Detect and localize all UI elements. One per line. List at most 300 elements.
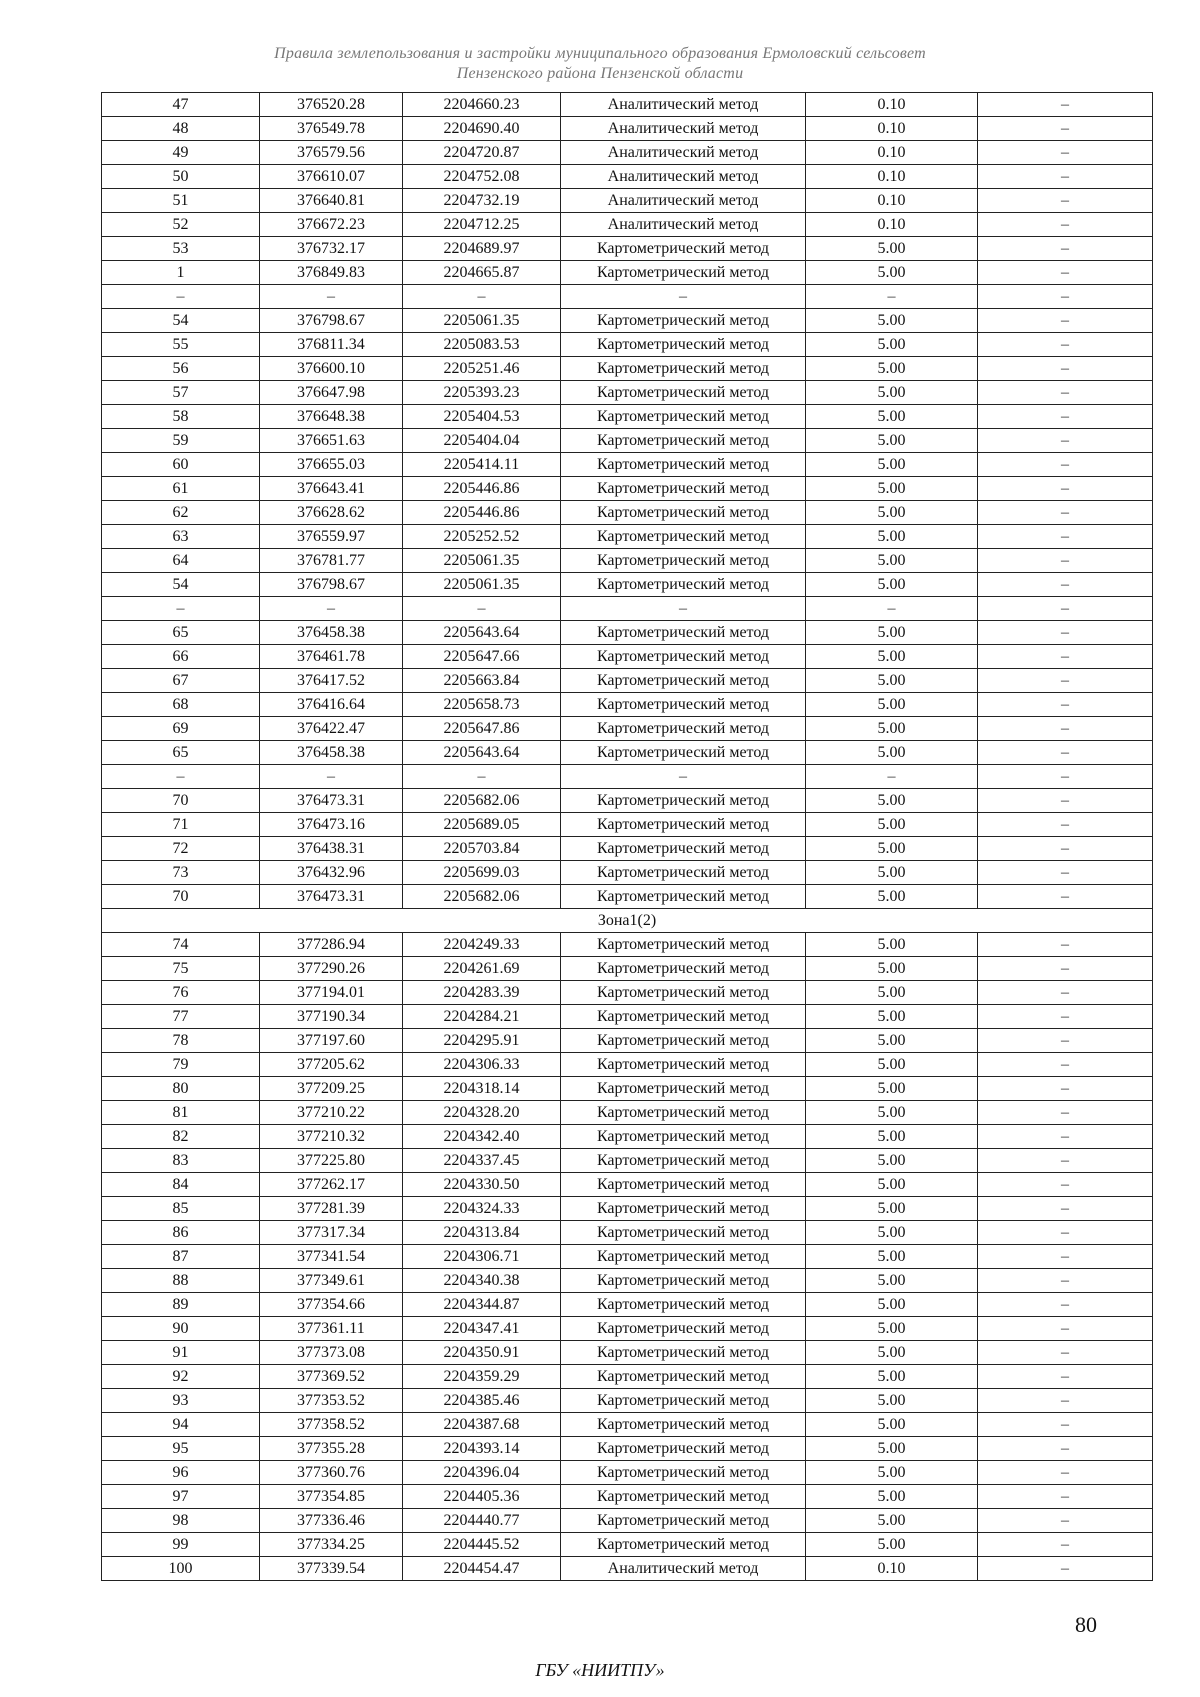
table-row — [102, 597, 1153, 621]
y-coordinate-cell: 2204405.36 — [403, 1485, 561, 1509]
point-number-cell: 1 — [102, 261, 260, 285]
note-cell: – — [978, 717, 1153, 741]
note-cell: – — [978, 1509, 1153, 1533]
method-cell: Аналитический метод — [561, 189, 806, 213]
point-number-cell: 81 — [102, 1101, 260, 1125]
table-row — [102, 1221, 1153, 1245]
point-number-cell: 58 — [102, 405, 260, 429]
y-coordinate-cell: 2204454.47 — [403, 1557, 561, 1581]
table-row — [102, 741, 1153, 765]
table-row — [102, 645, 1153, 669]
x-coordinate-cell: 376643.41 — [260, 477, 403, 501]
y-coordinate-cell: 2205658.73 — [403, 693, 561, 717]
point-number-cell: 70 — [102, 885, 260, 909]
x-coordinate-cell: 376473.16 — [260, 813, 403, 837]
y-coordinate-cell: 2204328.20 — [403, 1101, 561, 1125]
note-cell: – — [978, 237, 1153, 261]
point-number-cell: 47 — [102, 93, 260, 117]
accuracy-cell: 5.00 — [806, 1437, 978, 1461]
y-coordinate-cell: 2205703.84 — [403, 837, 561, 861]
y-coordinate-cell: 2204689.97 — [403, 237, 561, 261]
point-number-cell: 83 — [102, 1149, 260, 1173]
accuracy-cell: 5.00 — [806, 1029, 978, 1053]
method-cell: Картометрический метод — [561, 837, 806, 861]
x-coordinate-cell: 376422.47 — [260, 717, 403, 741]
accuracy-cell: 5.00 — [806, 381, 978, 405]
point-number-cell: 67 — [102, 669, 260, 693]
point-number-cell: 70 — [102, 789, 260, 813]
note-cell: – — [978, 549, 1153, 573]
x-coordinate-cell: 376473.31 — [260, 885, 403, 909]
x-coordinate-cell: 376732.17 — [260, 237, 403, 261]
method-cell: Картометрический метод — [561, 957, 806, 981]
note-cell: – — [978, 429, 1153, 453]
table-row — [102, 885, 1153, 909]
point-number-cell: 89 — [102, 1293, 260, 1317]
note-cell: – — [978, 189, 1153, 213]
zone-header-row — [102, 909, 1153, 933]
method-cell: Картометрический метод — [561, 669, 806, 693]
accuracy-cell: 5.00 — [806, 237, 978, 261]
x-coordinate-cell: 377336.46 — [260, 1509, 403, 1533]
note-cell: – — [978, 861, 1153, 885]
x-coordinate-cell: 377361.11 — [260, 1317, 403, 1341]
accuracy-cell: 5.00 — [806, 1341, 978, 1365]
table-row — [102, 1317, 1153, 1341]
method-cell: Картометрический метод — [561, 1389, 806, 1413]
method-cell: Картометрический метод — [561, 1269, 806, 1293]
table-row — [102, 1149, 1153, 1173]
method-cell: Картометрический метод — [561, 1197, 806, 1221]
x-coordinate-cell: 377369.52 — [260, 1365, 403, 1389]
note-cell: – — [978, 885, 1153, 909]
y-coordinate-cell: 2204385.46 — [403, 1389, 561, 1413]
table-row — [102, 501, 1153, 525]
note-cell: – — [978, 333, 1153, 357]
point-number-cell: 49 — [102, 141, 260, 165]
method-cell: Картометрический метод — [561, 1365, 806, 1389]
method-cell: Картометрический метод — [561, 789, 806, 813]
y-coordinate-cell: 2204340.38 — [403, 1269, 561, 1293]
point-number-cell: 92 — [102, 1365, 260, 1389]
table-row — [102, 357, 1153, 381]
x-coordinate-cell: 376647.98 — [260, 381, 403, 405]
y-coordinate-cell: 2204393.14 — [403, 1437, 561, 1461]
point-number-cell: 74 — [102, 933, 260, 957]
accuracy-cell: 5.00 — [806, 885, 978, 909]
method-cell: Аналитический метод — [561, 213, 806, 237]
method-cell: Картометрический метод — [561, 1221, 806, 1245]
table-row — [102, 1437, 1153, 1461]
accuracy-cell: – — [806, 597, 978, 621]
accuracy-cell: 5.00 — [806, 1245, 978, 1269]
point-number-cell: 86 — [102, 1221, 260, 1245]
method-cell: Картометрический метод — [561, 1437, 806, 1461]
accuracy-cell: 5.00 — [806, 693, 978, 717]
note-cell: – — [978, 525, 1153, 549]
method-cell: – — [561, 597, 806, 621]
y-coordinate-cell: 2204440.77 — [403, 1509, 561, 1533]
y-coordinate-cell: 2204720.87 — [403, 141, 561, 165]
method-cell: Картометрический метод — [561, 453, 806, 477]
table-row — [102, 861, 1153, 885]
accuracy-cell: 5.00 — [806, 957, 978, 981]
note-cell: – — [978, 117, 1153, 141]
x-coordinate-cell: 377225.80 — [260, 1149, 403, 1173]
note-cell: – — [978, 837, 1153, 861]
method-cell: Картометрический метод — [561, 813, 806, 837]
point-number-cell: 59 — [102, 429, 260, 453]
note-cell: – — [978, 477, 1153, 501]
x-coordinate-cell: 376559.97 — [260, 525, 403, 549]
note-cell: – — [978, 1173, 1153, 1197]
note-cell: – — [978, 933, 1153, 957]
note-cell: – — [978, 357, 1153, 381]
y-coordinate-cell: 2205699.03 — [403, 861, 561, 885]
point-number-cell: 71 — [102, 813, 260, 837]
point-number-cell: 54 — [102, 309, 260, 333]
point-number-cell: 93 — [102, 1389, 260, 1413]
accuracy-cell: 0.10 — [806, 141, 978, 165]
table-row — [102, 237, 1153, 261]
y-coordinate-cell: 2204359.29 — [403, 1365, 561, 1389]
method-cell: Аналитический метод — [561, 93, 806, 117]
accuracy-cell: 0.10 — [806, 117, 978, 141]
y-coordinate-cell: 2205251.46 — [403, 357, 561, 381]
method-cell: Аналитический метод — [561, 141, 806, 165]
point-number-cell: 50 — [102, 165, 260, 189]
y-coordinate-cell: 2204306.71 — [403, 1245, 561, 1269]
x-coordinate-cell: 376438.31 — [260, 837, 403, 861]
y-coordinate-cell: 2205647.66 — [403, 645, 561, 669]
point-number-cell: 60 — [102, 453, 260, 477]
table-row — [102, 285, 1153, 309]
zone-label: Зона1(2) — [102, 909, 1153, 933]
accuracy-cell: 5.00 — [806, 621, 978, 645]
method-cell: Картометрический метод — [561, 1485, 806, 1509]
table-row — [102, 693, 1153, 717]
x-coordinate-cell: 377349.61 — [260, 1269, 403, 1293]
table-row — [102, 621, 1153, 645]
accuracy-cell: 5.00 — [806, 1077, 978, 1101]
accuracy-cell: 0.10 — [806, 213, 978, 237]
accuracy-cell: 5.00 — [806, 789, 978, 813]
x-coordinate-cell: 376628.62 — [260, 501, 403, 525]
method-cell: Картометрический метод — [561, 501, 806, 525]
method-cell: Картометрический метод — [561, 1101, 806, 1125]
note-cell: – — [978, 1317, 1153, 1341]
note-cell: – — [978, 1005, 1153, 1029]
note-cell: – — [978, 1245, 1153, 1269]
table-row — [102, 1293, 1153, 1317]
x-coordinate-cell: 377286.94 — [260, 933, 403, 957]
accuracy-cell: 5.00 — [806, 1221, 978, 1245]
point-number-cell: 54 — [102, 573, 260, 597]
y-coordinate-cell: 2204249.33 — [403, 933, 561, 957]
note-cell: – — [978, 453, 1153, 477]
table-row — [102, 573, 1153, 597]
note-cell: – — [978, 405, 1153, 429]
note-cell: – — [978, 1365, 1153, 1389]
accuracy-cell: 5.00 — [806, 1413, 978, 1437]
x-coordinate-cell: 377353.52 — [260, 1389, 403, 1413]
accuracy-cell: 5.00 — [806, 357, 978, 381]
method-cell: Картометрический метод — [561, 357, 806, 381]
y-coordinate-cell: 2205682.06 — [403, 885, 561, 909]
y-coordinate-cell: 2205393.23 — [403, 381, 561, 405]
point-number-cell: 100 — [102, 1557, 260, 1581]
note-cell: – — [978, 93, 1153, 117]
y-coordinate-cell: 2204732.19 — [403, 189, 561, 213]
note-cell: – — [978, 1341, 1153, 1365]
accuracy-cell: 5.00 — [806, 405, 978, 429]
table-row — [102, 1461, 1153, 1485]
method-cell: Картометрический метод — [561, 1077, 806, 1101]
table-row — [102, 765, 1153, 789]
accuracy-cell: 5.00 — [806, 1173, 978, 1197]
table-row — [102, 261, 1153, 285]
method-cell: Аналитический метод — [561, 165, 806, 189]
y-coordinate-cell: 2205643.64 — [403, 621, 561, 645]
method-cell: Картометрический метод — [561, 405, 806, 429]
page-footer: ГБУ «НИИТПУ» — [535, 1660, 665, 1680]
table-row — [102, 1413, 1153, 1437]
table-row — [102, 1029, 1153, 1053]
accuracy-cell: 5.00 — [806, 813, 978, 837]
x-coordinate-cell: 377360.76 — [260, 1461, 403, 1485]
note-cell: – — [978, 1389, 1153, 1413]
point-number-cell: 72 — [102, 837, 260, 861]
accuracy-cell: 5.00 — [806, 525, 978, 549]
x-coordinate-cell: 377339.54 — [260, 1557, 403, 1581]
accuracy-cell: 5.00 — [806, 1485, 978, 1509]
y-coordinate-cell: 2204342.40 — [403, 1125, 561, 1149]
point-number-cell: 90 — [102, 1317, 260, 1341]
point-number-cell: 80 — [102, 1077, 260, 1101]
method-cell: Картометрический метод — [561, 1461, 806, 1485]
point-number-cell: 88 — [102, 1269, 260, 1293]
y-coordinate-cell: 2204445.52 — [403, 1533, 561, 1557]
point-number-cell: 98 — [102, 1509, 260, 1533]
accuracy-cell: – — [806, 285, 978, 309]
x-coordinate-cell: 377354.66 — [260, 1293, 403, 1317]
table-row — [102, 381, 1153, 405]
x-coordinate-cell: 377358.52 — [260, 1413, 403, 1437]
point-number-cell: 51 — [102, 189, 260, 213]
x-coordinate-cell: 376549.78 — [260, 117, 403, 141]
method-cell: Картометрический метод — [561, 1005, 806, 1029]
table-row — [102, 1509, 1153, 1533]
table-row — [102, 405, 1153, 429]
accuracy-cell: 5.00 — [806, 1197, 978, 1221]
table-row — [102, 1341, 1153, 1365]
accuracy-cell: 5.00 — [806, 837, 978, 861]
note-cell: – — [978, 813, 1153, 837]
method-cell: – — [561, 765, 806, 789]
accuracy-cell: 5.00 — [806, 453, 978, 477]
x-coordinate-cell: 377190.34 — [260, 1005, 403, 1029]
point-number-cell: 68 — [102, 693, 260, 717]
note-cell: – — [978, 765, 1153, 789]
accuracy-cell: 5.00 — [806, 1293, 978, 1317]
accuracy-cell: 0.10 — [806, 189, 978, 213]
y-coordinate-cell: 2205061.35 — [403, 309, 561, 333]
point-number-cell: 97 — [102, 1485, 260, 1509]
point-number-cell: 76 — [102, 981, 260, 1005]
accuracy-cell: 5.00 — [806, 861, 978, 885]
accuracy-cell: 5.00 — [806, 1269, 978, 1293]
x-coordinate-cell: 376640.81 — [260, 189, 403, 213]
accuracy-cell: 5.00 — [806, 981, 978, 1005]
table-row — [102, 1389, 1153, 1413]
y-coordinate-cell: 2204313.84 — [403, 1221, 561, 1245]
point-number-cell: 94 — [102, 1413, 260, 1437]
point-number-cell: 79 — [102, 1053, 260, 1077]
table-row — [102, 1557, 1153, 1581]
note-cell: – — [978, 741, 1153, 765]
table-row — [102, 549, 1153, 573]
x-coordinate-cell: 376811.34 — [260, 333, 403, 357]
table-row — [102, 1485, 1153, 1509]
x-coordinate-cell: 376655.03 — [260, 453, 403, 477]
y-coordinate-cell: 2204387.68 — [403, 1413, 561, 1437]
coordinates-table-body — [102, 93, 1153, 1581]
accuracy-cell: 5.00 — [806, 1005, 978, 1029]
note-cell: – — [978, 981, 1153, 1005]
note-cell: – — [978, 1461, 1153, 1485]
note-cell: – — [978, 285, 1153, 309]
point-number-cell: 87 — [102, 1245, 260, 1269]
x-coordinate-cell: 377209.25 — [260, 1077, 403, 1101]
note-cell: – — [978, 141, 1153, 165]
note-cell: – — [978, 1029, 1153, 1053]
method-cell: Картометрический метод — [561, 237, 806, 261]
table-row — [102, 813, 1153, 837]
accuracy-cell: 5.00 — [806, 549, 978, 573]
method-cell: Картометрический метод — [561, 1533, 806, 1557]
table-row — [102, 525, 1153, 549]
x-coordinate-cell: 376432.96 — [260, 861, 403, 885]
y-coordinate-cell: 2204752.08 — [403, 165, 561, 189]
y-coordinate-cell: 2204337.45 — [403, 1149, 561, 1173]
note-cell: – — [978, 957, 1153, 981]
note-cell: – — [978, 1125, 1153, 1149]
y-coordinate-cell: 2204324.33 — [403, 1197, 561, 1221]
method-cell: Картометрический метод — [561, 549, 806, 573]
x-coordinate-cell: 376417.52 — [260, 669, 403, 693]
y-coordinate-cell: 2204350.91 — [403, 1341, 561, 1365]
point-number-cell: 57 — [102, 381, 260, 405]
table-row — [102, 981, 1153, 1005]
accuracy-cell: 5.00 — [806, 1365, 978, 1389]
method-cell: Картометрический метод — [561, 1413, 806, 1437]
accuracy-cell: 5.00 — [806, 1149, 978, 1173]
x-coordinate-cell: 377334.25 — [260, 1533, 403, 1557]
table-row — [102, 1197, 1153, 1221]
method-cell: Картометрический метод — [561, 1293, 806, 1317]
method-cell: Картометрический метод — [561, 1173, 806, 1197]
y-coordinate-cell: 2204660.23 — [403, 93, 561, 117]
accuracy-cell: 0.10 — [806, 1557, 978, 1581]
y-coordinate-cell: 2204344.87 — [403, 1293, 561, 1317]
note-cell: – — [978, 1485, 1153, 1509]
x-coordinate-cell: 376849.83 — [260, 261, 403, 285]
method-cell: Картометрический метод — [561, 309, 806, 333]
y-coordinate-cell: – — [403, 597, 561, 621]
method-cell: Картометрический метод — [561, 621, 806, 645]
method-cell: Картометрический метод — [561, 933, 806, 957]
y-coordinate-cell: 2204690.40 — [403, 117, 561, 141]
note-cell: – — [978, 1269, 1153, 1293]
table-row — [102, 189, 1153, 213]
note-cell: – — [978, 1293, 1153, 1317]
table-row — [102, 117, 1153, 141]
y-coordinate-cell: 2205643.64 — [403, 741, 561, 765]
x-coordinate-cell: 376461.78 — [260, 645, 403, 669]
method-cell: Картометрический метод — [561, 1509, 806, 1533]
table-row — [102, 1245, 1153, 1269]
method-cell: Картометрический метод — [561, 1245, 806, 1269]
accuracy-cell: 5.00 — [806, 501, 978, 525]
accuracy-cell: 5.00 — [806, 573, 978, 597]
accuracy-cell: 5.00 — [806, 717, 978, 741]
method-cell: Картометрический метод — [561, 261, 806, 285]
y-coordinate-cell: 2205061.35 — [403, 549, 561, 573]
x-coordinate-cell: 377197.60 — [260, 1029, 403, 1053]
point-number-cell: 61 — [102, 477, 260, 501]
note-cell: – — [978, 1077, 1153, 1101]
accuracy-cell: 5.00 — [806, 741, 978, 765]
y-coordinate-cell: 2204261.69 — [403, 957, 561, 981]
point-number-cell: 95 — [102, 1437, 260, 1461]
method-cell: Картометрический метод — [561, 741, 806, 765]
note-cell: – — [978, 693, 1153, 717]
y-coordinate-cell: 2205252.52 — [403, 525, 561, 549]
note-cell: – — [978, 645, 1153, 669]
point-number-cell: 52 — [102, 213, 260, 237]
accuracy-cell: 0.10 — [806, 165, 978, 189]
table-row — [102, 1173, 1153, 1197]
note-cell: – — [978, 621, 1153, 645]
note-cell: – — [978, 597, 1153, 621]
y-coordinate-cell: 2205404.04 — [403, 429, 561, 453]
point-number-cell: 64 — [102, 549, 260, 573]
method-cell: Картометрический метод — [561, 885, 806, 909]
y-coordinate-cell: 2204347.41 — [403, 1317, 561, 1341]
y-coordinate-cell: 2204295.91 — [403, 1029, 561, 1053]
table-row — [102, 1365, 1153, 1389]
x-coordinate-cell: 376473.31 — [260, 789, 403, 813]
point-number-cell: – — [102, 765, 260, 789]
y-coordinate-cell: 2204318.14 — [403, 1077, 561, 1101]
y-coordinate-cell: 2204284.21 — [403, 1005, 561, 1029]
x-coordinate-cell: 377194.01 — [260, 981, 403, 1005]
point-number-cell: 96 — [102, 1461, 260, 1485]
method-cell: Аналитический метод — [561, 1557, 806, 1581]
point-number-cell: 99 — [102, 1533, 260, 1557]
table-row — [102, 789, 1153, 813]
table-row — [102, 1269, 1153, 1293]
table-row — [102, 669, 1153, 693]
x-coordinate-cell: 376798.67 — [260, 573, 403, 597]
accuracy-cell: 5.00 — [806, 333, 978, 357]
x-coordinate-cell: 377262.17 — [260, 1173, 403, 1197]
point-number-cell: 84 — [102, 1173, 260, 1197]
point-number-cell: 85 — [102, 1197, 260, 1221]
y-coordinate-cell: 2205663.84 — [403, 669, 561, 693]
accuracy-cell: 5.00 — [806, 1053, 978, 1077]
method-cell: Картометрический метод — [561, 573, 806, 597]
